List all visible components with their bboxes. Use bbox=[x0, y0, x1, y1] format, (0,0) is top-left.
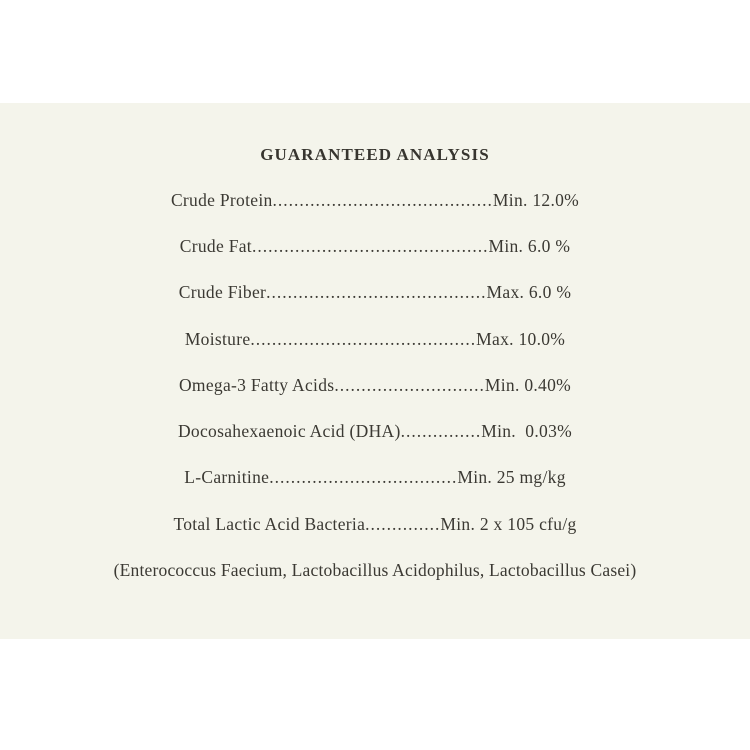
nutrient-name: Crude Fiber bbox=[178, 282, 267, 303]
analysis-row bbox=[0, 362, 750, 408]
dot-leader: ......................................... bbox=[272, 189, 493, 210]
section-title: GUARANTEED ANALYSIS bbox=[260, 145, 490, 164]
dot-leader: .............. bbox=[365, 513, 441, 534]
nutrient-value: Max. 10.0% bbox=[476, 328, 566, 349]
analysis-row bbox=[0, 408, 750, 454]
label-panel bbox=[0, 103, 750, 639]
nutrient-value: Max. 6.0 % bbox=[486, 282, 572, 303]
nutrient-name: Omega-3 Fatty Acids bbox=[178, 374, 335, 395]
dot-leader: ............................ bbox=[334, 374, 485, 395]
analysis-row bbox=[0, 455, 750, 501]
nutrient-value: Min. 0.40% bbox=[484, 374, 572, 395]
nutrient-name: Total Lactic Acid Bacteria bbox=[173, 513, 366, 534]
dot-leader: ................................... bbox=[269, 467, 458, 488]
dot-leader: .......................................... bbox=[250, 328, 477, 349]
analysis-row bbox=[0, 223, 750, 269]
dot-leader: ............... bbox=[400, 421, 482, 442]
nutrient-value: Min. 2 x 105 cfu/g bbox=[440, 513, 577, 534]
nutrient-value: Min. 0.03% bbox=[481, 421, 573, 442]
nutrient-name: L-Carnitine bbox=[184, 467, 270, 488]
nutrient-name: Crude Fat bbox=[179, 235, 252, 256]
nutrient-value: Min. 6.0 % bbox=[488, 235, 571, 256]
nutrient-name: Moisture bbox=[184, 328, 251, 349]
nutrient-name: Crude Protein bbox=[170, 189, 273, 210]
dot-leader: ......................................... bbox=[266, 282, 487, 303]
dot-leader: ............................................ bbox=[251, 235, 489, 256]
nutrient-value: Min. 12.0% bbox=[492, 189, 580, 210]
analysis-rows bbox=[0, 177, 750, 594]
probiotics-footnote-text: (Enterococcus Faecium, Lactobacillus Acidophilus, Lactobacillus Casei) bbox=[113, 560, 637, 581]
analysis-row bbox=[0, 270, 750, 316]
nutrient-name: Docosahexaenoic Acid (DHA) bbox=[177, 421, 401, 442]
analysis-row bbox=[0, 316, 750, 362]
nutrient-value: Min. 25 mg/kg bbox=[457, 467, 566, 488]
analysis-row bbox=[0, 177, 750, 223]
analysis-row bbox=[0, 501, 750, 547]
probiotics-footnote bbox=[0, 547, 750, 593]
